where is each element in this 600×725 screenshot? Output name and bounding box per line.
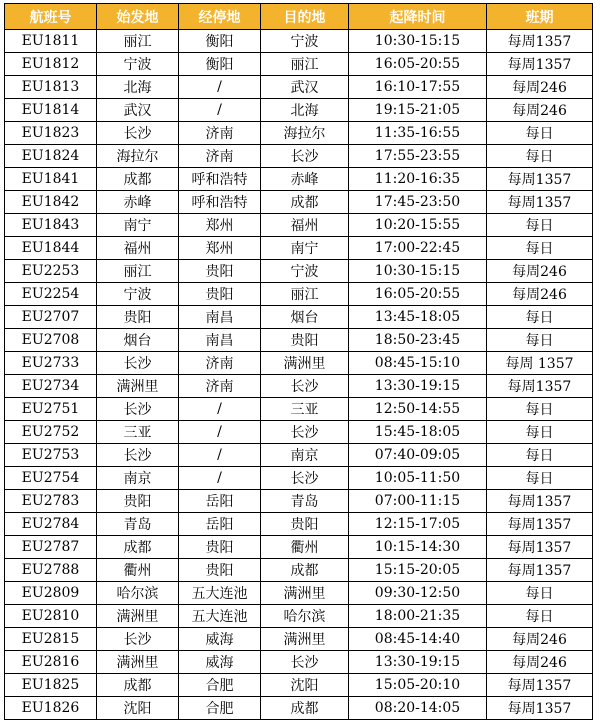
flight-number-cell: EU2788 <box>5 559 97 582</box>
times-cell: 08:45-15:10 <box>349 352 487 375</box>
table-header-row <box>5 4 593 30</box>
table-row <box>5 398 593 421</box>
destination-cell: 哈尔滨 <box>261 605 349 628</box>
times-cell: 12:50-14:55 <box>349 398 487 421</box>
flight-number-cell: EU2816 <box>5 651 97 674</box>
destination-cell: 成都 <box>261 191 349 214</box>
schedule-cell: 每周1357 <box>487 674 593 697</box>
times-cell: 16:05-20:55 <box>349 283 487 306</box>
flight-number-cell: EU1826 <box>5 697 97 720</box>
origin-cell: 丽江 <box>97 30 179 53</box>
destination-cell: 贵阳 <box>261 513 349 536</box>
schedule-cell: 每周1357 <box>487 375 593 398</box>
origin-cell: 烟台 <box>97 329 179 352</box>
table-row <box>5 352 593 375</box>
header-schedule: 班期 <box>487 4 593 30</box>
origin-cell: 哈尔滨 <box>97 582 179 605</box>
destination-cell: 满洲里 <box>261 628 349 651</box>
times-cell: 13:30-19:15 <box>349 651 487 674</box>
origin-cell: 成都 <box>97 536 179 559</box>
table-row <box>5 674 593 697</box>
flight-number-cell: EU1813 <box>5 76 97 99</box>
flight-number-cell: EU1843 <box>5 214 97 237</box>
times-cell: 08:45-14:40 <box>349 628 487 651</box>
stopover-cell: 威海 <box>179 628 261 651</box>
stopover-cell: 合肥 <box>179 697 261 720</box>
schedule-cell: 每日 <box>487 145 593 168</box>
flight-number-cell: EU2754 <box>5 467 97 490</box>
stopover-cell: 济南 <box>179 352 261 375</box>
destination-cell: 成都 <box>261 697 349 720</box>
origin-cell: 南宁 <box>97 214 179 237</box>
origin-cell: 成都 <box>97 674 179 697</box>
schedule-cell: 每周1357 <box>487 53 593 76</box>
table-row <box>5 30 593 53</box>
table-row <box>5 375 593 398</box>
destination-cell: 成都 <box>261 559 349 582</box>
origin-cell: 南京 <box>97 467 179 490</box>
destination-cell: 北海 <box>261 99 349 122</box>
stopover-cell: / <box>179 76 261 99</box>
times-cell: 13:45-18:05 <box>349 306 487 329</box>
stopover-cell: 五大连池 <box>179 582 261 605</box>
times-cell: 11:20-16:35 <box>349 168 487 191</box>
table-row <box>5 145 593 168</box>
table-row <box>5 421 593 444</box>
flight-number-cell: EU1844 <box>5 237 97 260</box>
origin-cell: 沈阳 <box>97 697 179 720</box>
flight-number-cell: EU2810 <box>5 605 97 628</box>
destination-cell: 长沙 <box>261 375 349 398</box>
destination-cell: 长沙 <box>261 467 349 490</box>
table-row <box>5 76 593 99</box>
schedule-cell: 每日 <box>487 329 593 352</box>
times-cell: 07:40-09:05 <box>349 444 487 467</box>
destination-cell: 衢州 <box>261 536 349 559</box>
destination-cell: 宁波 <box>261 30 349 53</box>
flight-number-cell: EU1811 <box>5 30 97 53</box>
origin-cell: 长沙 <box>97 122 179 145</box>
schedule-cell: 每日 <box>487 122 593 145</box>
stopover-cell: 合肥 <box>179 674 261 697</box>
times-cell: 07:00-11:15 <box>349 490 487 513</box>
destination-cell: 长沙 <box>261 421 349 444</box>
flight-number-cell: EU1841 <box>5 168 97 191</box>
destination-cell: 福州 <box>261 214 349 237</box>
schedule-cell: 每日 <box>487 444 593 467</box>
stopover-cell: 贵阳 <box>179 559 261 582</box>
table-row <box>5 99 593 122</box>
stopover-cell: 衡阳 <box>179 53 261 76</box>
schedule-cell: 每周246 <box>487 283 593 306</box>
table-row <box>5 513 593 536</box>
destination-cell: 沈阳 <box>261 674 349 697</box>
times-cell: 15:15-20:05 <box>349 559 487 582</box>
flight-number-cell: EU2254 <box>5 283 97 306</box>
flight-number-cell: EU1812 <box>5 53 97 76</box>
schedule-cell: 每日 <box>487 237 593 260</box>
times-cell: 15:05-20:10 <box>349 674 487 697</box>
origin-cell: 长沙 <box>97 628 179 651</box>
destination-cell: 南京 <box>261 444 349 467</box>
table-row <box>5 605 593 628</box>
stopover-cell: 岳阳 <box>179 513 261 536</box>
times-cell: 18:50-23:45 <box>349 329 487 352</box>
schedule-cell: 每日 <box>487 398 593 421</box>
stopover-cell: / <box>179 398 261 421</box>
flight-number-cell: EU2815 <box>5 628 97 651</box>
origin-cell: 丽江 <box>97 260 179 283</box>
origin-cell: 福州 <box>97 237 179 260</box>
flight-number-cell: EU2708 <box>5 329 97 352</box>
stopover-cell: 五大连池 <box>179 605 261 628</box>
table-row <box>5 444 593 467</box>
destination-cell: 贵阳 <box>261 329 349 352</box>
times-cell: 13:30-19:15 <box>349 375 487 398</box>
schedule-cell: 每周246 <box>487 76 593 99</box>
origin-cell: 满洲里 <box>97 375 179 398</box>
stopover-cell: 贵阳 <box>179 283 261 306</box>
table-row <box>5 582 593 605</box>
flight-number-cell: EU2753 <box>5 444 97 467</box>
header-times: 起降时间 <box>349 4 487 30</box>
flight-number-cell: EU2809 <box>5 582 97 605</box>
times-cell: 15:45-18:05 <box>349 421 487 444</box>
destination-cell: 长沙 <box>261 651 349 674</box>
destination-cell: 满洲里 <box>261 582 349 605</box>
table-body <box>5 30 593 720</box>
stopover-cell: 济南 <box>179 145 261 168</box>
times-cell: 19:15-21:05 <box>349 99 487 122</box>
schedule-cell: 每日 <box>487 582 593 605</box>
origin-cell: 满洲里 <box>97 605 179 628</box>
times-cell: 10:20-15:55 <box>349 214 487 237</box>
schedule-cell: 每周1357 <box>487 536 593 559</box>
times-cell: 16:10-17:55 <box>349 76 487 99</box>
table-row <box>5 697 593 720</box>
destination-cell: 青岛 <box>261 490 349 513</box>
schedule-cell: 每周1357 <box>487 559 593 582</box>
schedule-cell: 每日 <box>487 605 593 628</box>
origin-cell: 贵阳 <box>97 490 179 513</box>
destination-cell: 宁波 <box>261 260 349 283</box>
origin-cell: 北海 <box>97 76 179 99</box>
stopover-cell: / <box>179 467 261 490</box>
header-origin: 始发地 <box>97 4 179 30</box>
origin-cell: 海拉尔 <box>97 145 179 168</box>
table-row <box>5 122 593 145</box>
schedule-cell: 每日 <box>487 421 593 444</box>
destination-cell: 赤峰 <box>261 168 349 191</box>
times-cell: 18:00-21:35 <box>349 605 487 628</box>
schedule-cell: 每周246 <box>487 628 593 651</box>
times-cell: 11:35-16:55 <box>349 122 487 145</box>
origin-cell: 长沙 <box>97 352 179 375</box>
table-row <box>5 490 593 513</box>
schedule-cell: 每周 1357 <box>487 352 593 375</box>
flight-number-cell: EU2752 <box>5 421 97 444</box>
origin-cell: 长沙 <box>97 444 179 467</box>
table-row <box>5 168 593 191</box>
schedule-cell: 每周246 <box>487 260 593 283</box>
schedule-cell: 每周246 <box>487 651 593 674</box>
destination-cell: 丽江 <box>261 283 349 306</box>
flight-number-cell: EU1823 <box>5 122 97 145</box>
schedule-cell: 每日 <box>487 306 593 329</box>
table-row <box>5 306 593 329</box>
destination-cell: 烟台 <box>261 306 349 329</box>
schedule-cell: 每日 <box>487 214 593 237</box>
origin-cell: 宁波 <box>97 53 179 76</box>
destination-cell: 武汉 <box>261 76 349 99</box>
flight-number-cell: EU1842 <box>5 191 97 214</box>
times-cell: 17:55-23:55 <box>349 145 487 168</box>
stopover-cell: 济南 <box>179 375 261 398</box>
flight-number-cell: EU2784 <box>5 513 97 536</box>
schedule-cell: 每周246 <box>487 99 593 122</box>
times-cell: 12:15-17:05 <box>349 513 487 536</box>
schedule-cell: 每周1357 <box>487 490 593 513</box>
times-cell: 10:30-15:15 <box>349 30 487 53</box>
times-cell: 17:45-23:50 <box>349 191 487 214</box>
stopover-cell: 郑州 <box>179 237 261 260</box>
stopover-cell: 济南 <box>179 122 261 145</box>
times-cell: 17:00-22:45 <box>349 237 487 260</box>
destination-cell: 满洲里 <box>261 352 349 375</box>
table-row <box>5 536 593 559</box>
stopover-cell: 南昌 <box>179 329 261 352</box>
table-row <box>5 53 593 76</box>
table-row <box>5 651 593 674</box>
flight-number-cell: EU2751 <box>5 398 97 421</box>
times-cell: 16:05-20:55 <box>349 53 487 76</box>
destination-cell: 长沙 <box>261 145 349 168</box>
origin-cell: 三亚 <box>97 421 179 444</box>
times-cell: 10:30-15:15 <box>349 260 487 283</box>
origin-cell: 满洲里 <box>97 651 179 674</box>
stopover-cell: / <box>179 99 261 122</box>
flight-number-cell: EU2734 <box>5 375 97 398</box>
schedule-cell: 每日 <box>487 467 593 490</box>
table-row <box>5 260 593 283</box>
schedule-cell: 每周1357 <box>487 191 593 214</box>
times-cell: 08:20-14:05 <box>349 697 487 720</box>
schedule-cell: 每周1357 <box>487 513 593 536</box>
stopover-cell: 威海 <box>179 651 261 674</box>
table-row <box>5 191 593 214</box>
flight-number-cell: EU2787 <box>5 536 97 559</box>
flight-schedule <box>4 3 593 720</box>
destination-cell: 三亚 <box>261 398 349 421</box>
table-row <box>5 329 593 352</box>
stopover-cell: 呼和浩特 <box>179 168 261 191</box>
stopover-cell: 衡阳 <box>179 30 261 53</box>
table-row <box>5 628 593 651</box>
stopover-cell: 南昌 <box>179 306 261 329</box>
destination-cell: 丽江 <box>261 53 349 76</box>
header-flight-number: 航班号 <box>5 4 97 30</box>
origin-cell: 衢州 <box>97 559 179 582</box>
flight-number-cell: EU2253 <box>5 260 97 283</box>
header-destination: 目的地 <box>261 4 349 30</box>
origin-cell: 青岛 <box>97 513 179 536</box>
schedule-cell: 每周1357 <box>487 168 593 191</box>
table-row <box>5 559 593 582</box>
times-cell: 10:05-11:50 <box>349 467 487 490</box>
stopover-cell: 贵阳 <box>179 260 261 283</box>
flight-number-cell: EU1824 <box>5 145 97 168</box>
destination-cell: 南宁 <box>261 237 349 260</box>
table-row <box>5 467 593 490</box>
stopover-cell: 岳阳 <box>179 490 261 513</box>
origin-cell: 成都 <box>97 168 179 191</box>
stopover-cell: 贵阳 <box>179 536 261 559</box>
times-cell: 10:15-14:30 <box>349 536 487 559</box>
flight-number-cell: EU2707 <box>5 306 97 329</box>
origin-cell: 赤峰 <box>97 191 179 214</box>
stopover-cell: 郑州 <box>179 214 261 237</box>
flight-number-cell: EU1814 <box>5 99 97 122</box>
table-row <box>5 283 593 306</box>
origin-cell: 宁波 <box>97 283 179 306</box>
stopover-cell: 呼和浩特 <box>179 191 261 214</box>
origin-cell: 贵阳 <box>97 306 179 329</box>
schedule-cell: 每周1357 <box>487 697 593 720</box>
table-row <box>5 214 593 237</box>
stopover-cell: / <box>179 421 261 444</box>
schedule-cell: 每周1357 <box>487 30 593 53</box>
origin-cell: 长沙 <box>97 398 179 421</box>
destination-cell: 海拉尔 <box>261 122 349 145</box>
origin-cell: 武汉 <box>97 99 179 122</box>
table-row <box>5 237 593 260</box>
header-stopover: 经停地 <box>179 4 261 30</box>
flight-number-cell: EU2783 <box>5 490 97 513</box>
stopover-cell: / <box>179 444 261 467</box>
flight-number-cell: EU1825 <box>5 674 97 697</box>
flight-number-cell: EU2733 <box>5 352 97 375</box>
flight-schedule-table <box>4 3 593 720</box>
times-cell: 09:30-12:50 <box>349 582 487 605</box>
